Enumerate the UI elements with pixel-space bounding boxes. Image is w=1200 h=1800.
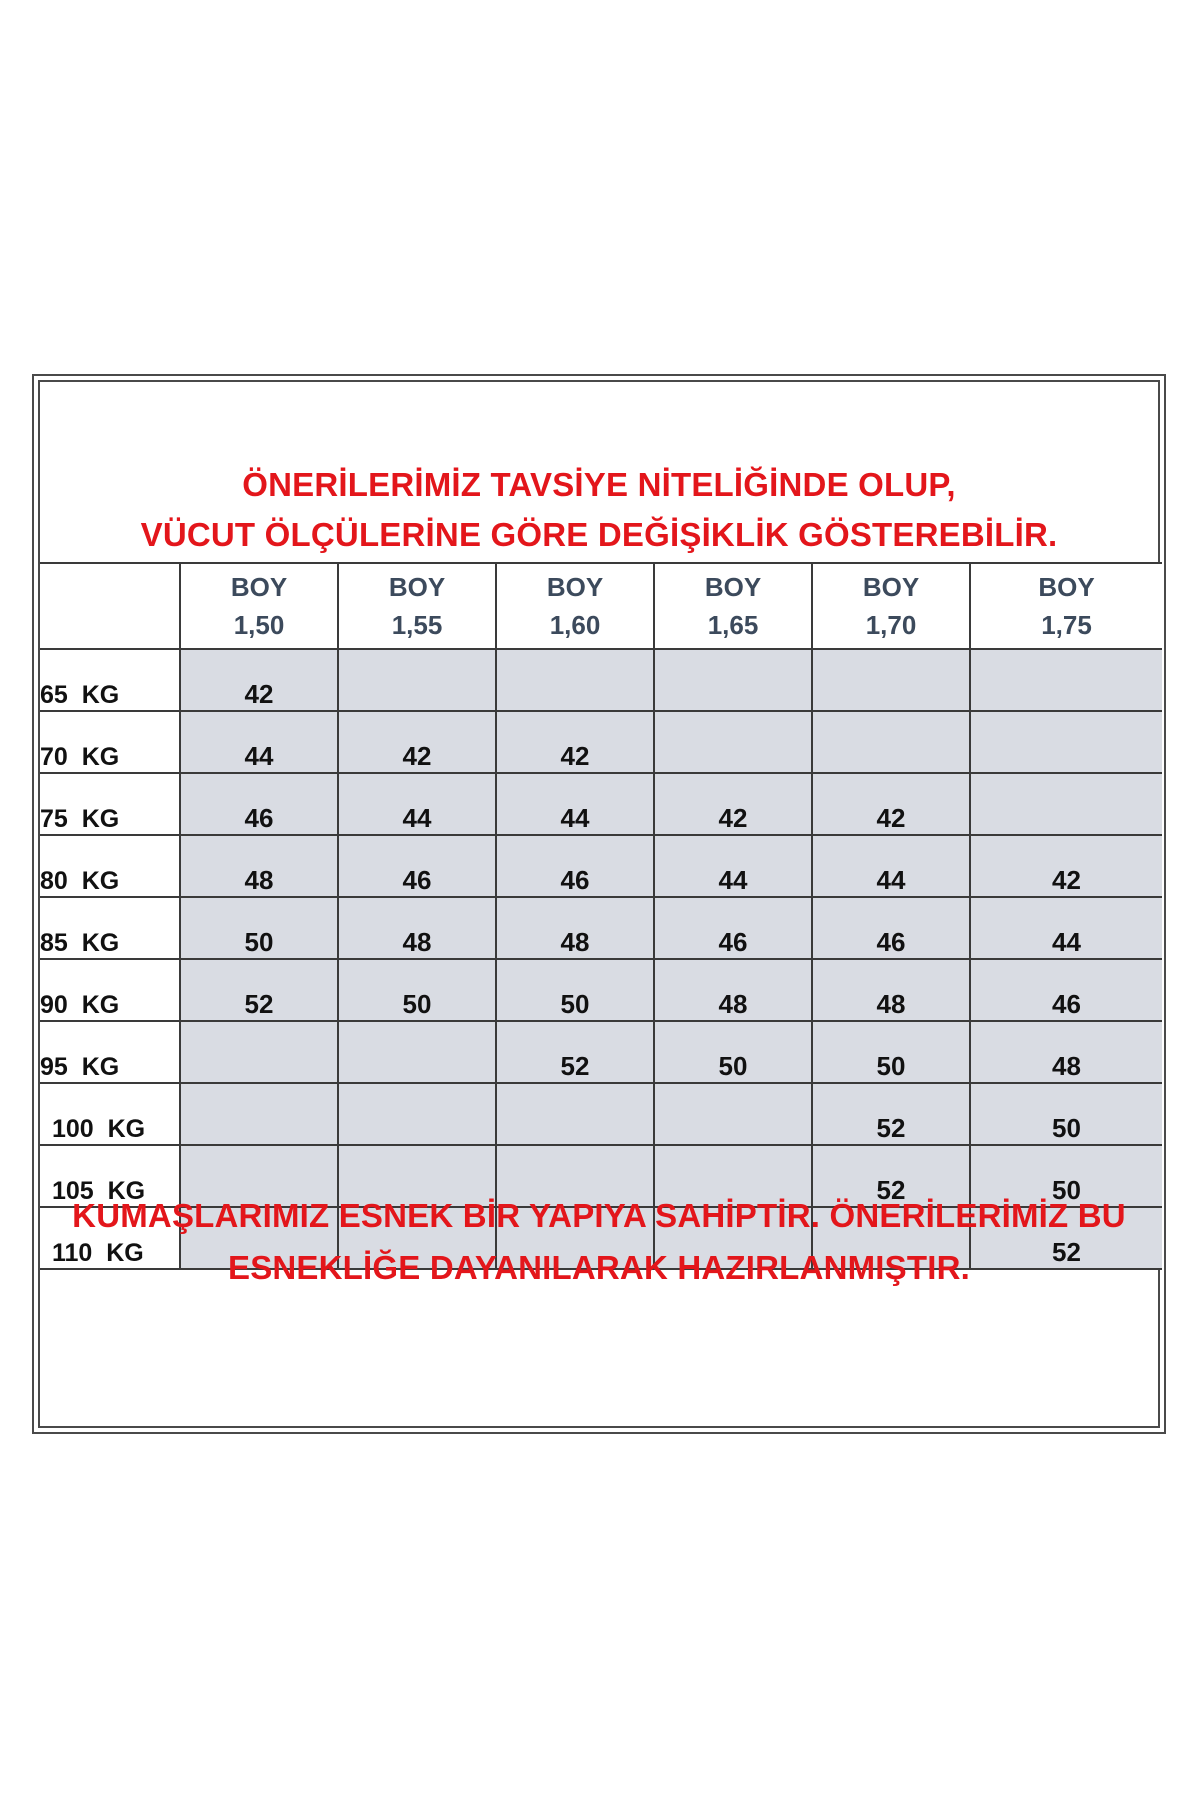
size-cell: 52 bbox=[496, 1021, 654, 1083]
table-row bbox=[40, 1021, 1162, 1083]
size-cell: 44 bbox=[970, 897, 1162, 959]
column-header-label: BOY bbox=[230, 572, 288, 602]
size-cell: 44 bbox=[338, 773, 496, 835]
table-row bbox=[40, 649, 1162, 711]
size-cell: 50 bbox=[970, 1145, 1162, 1207]
fabric-notice bbox=[40, 1190, 1158, 1294]
size-cell bbox=[970, 711, 1162, 773]
size-cell: 44 bbox=[812, 835, 970, 897]
column-header-value: 1,50 bbox=[233, 610, 285, 640]
weight-label: 70 KG bbox=[40, 711, 180, 773]
size-cell: 52 bbox=[970, 1207, 1162, 1269]
size-cell bbox=[654, 649, 812, 711]
table-row bbox=[40, 1083, 1162, 1145]
weight-label: 100 KG bbox=[40, 1083, 180, 1145]
height-column-header bbox=[338, 563, 496, 649]
size-chart-frame bbox=[32, 374, 1166, 1434]
height-column-header bbox=[496, 563, 654, 649]
table-header-row bbox=[40, 563, 1162, 649]
size-cell: 50 bbox=[812, 1021, 970, 1083]
column-header-value: 1,70 bbox=[865, 610, 917, 640]
size-cell bbox=[812, 649, 970, 711]
recommendation-notice-line-2: VÜCUT ÖLÇÜLERİNE GÖRE DEĞİŞİKLİK GÖSTEREBİLİR. bbox=[140, 516, 1058, 553]
table-row bbox=[40, 897, 1162, 959]
table-corner-cell bbox=[40, 563, 180, 649]
weight-label: 75 KG bbox=[40, 773, 180, 835]
height-column-header bbox=[812, 563, 970, 649]
fabric-notice-line-2: ESNEKLİĞE DAYANILARAK HAZIRLANMIŞTIR. bbox=[227, 1249, 970, 1286]
size-cell: 42 bbox=[812, 773, 970, 835]
size-cell: 50 bbox=[338, 959, 496, 1021]
column-header-value: 1,65 bbox=[707, 610, 759, 640]
size-cell: 44 bbox=[180, 711, 338, 773]
table-row bbox=[40, 773, 1162, 835]
column-header-value: 1,55 bbox=[391, 610, 443, 640]
size-cell: 46 bbox=[338, 835, 496, 897]
weight-label: 80 KG bbox=[40, 835, 180, 897]
size-cell: 42 bbox=[970, 835, 1162, 897]
column-header-label: BOY bbox=[704, 572, 762, 602]
size-cell: 48 bbox=[812, 959, 970, 1021]
size-cell: 42 bbox=[496, 711, 654, 773]
column-header-value: 1,60 bbox=[549, 610, 601, 640]
size-cell bbox=[496, 1083, 654, 1145]
size-cell bbox=[812, 711, 970, 773]
height-column-header bbox=[180, 563, 338, 649]
recommendation-notice bbox=[40, 460, 1158, 560]
size-cell: 52 bbox=[812, 1145, 970, 1207]
size-cell: 42 bbox=[180, 649, 338, 711]
table-row bbox=[40, 835, 1162, 897]
size-cell: 52 bbox=[812, 1083, 970, 1145]
size-cell bbox=[180, 1021, 338, 1083]
size-chart-inner-frame bbox=[38, 380, 1160, 1428]
weight-label: 85 KG bbox=[40, 897, 180, 959]
size-cell: 50 bbox=[180, 897, 338, 959]
height-column-header bbox=[970, 563, 1162, 649]
table-row bbox=[40, 959, 1162, 1021]
weight-label: 110 KG bbox=[40, 1207, 180, 1269]
size-cell: 48 bbox=[970, 1021, 1162, 1083]
weight-label: 65 KG bbox=[40, 649, 180, 711]
size-cell: 50 bbox=[654, 1021, 812, 1083]
size-cell: 48 bbox=[338, 897, 496, 959]
size-cell bbox=[970, 649, 1162, 711]
size-cell: 52 bbox=[180, 959, 338, 1021]
column-header-label: BOY bbox=[1038, 572, 1095, 602]
weight-label: 90 KG bbox=[40, 959, 180, 1021]
size-cell bbox=[496, 649, 654, 711]
weight-label: 105 KG bbox=[40, 1145, 180, 1207]
table-row bbox=[40, 711, 1162, 773]
size-cell: 50 bbox=[970, 1083, 1162, 1145]
size-cell: 50 bbox=[496, 959, 654, 1021]
size-cell: 46 bbox=[970, 959, 1162, 1021]
column-header-label: BOY bbox=[546, 572, 604, 602]
size-cell: 46 bbox=[654, 897, 812, 959]
size-cell: 48 bbox=[654, 959, 812, 1021]
size-cell: 46 bbox=[496, 835, 654, 897]
column-header-label: BOY bbox=[388, 572, 446, 602]
size-cell: 48 bbox=[496, 897, 654, 959]
size-cell: 44 bbox=[654, 835, 812, 897]
size-cell bbox=[338, 1021, 496, 1083]
size-table bbox=[40, 562, 1162, 1270]
size-cell bbox=[338, 649, 496, 711]
recommendation-notice-line-1: ÖNERİLERİMİZ TAVSİYE NİTELİĞİNDE OLUP, bbox=[242, 466, 956, 503]
size-cell: 48 bbox=[180, 835, 338, 897]
column-header-label: BOY bbox=[862, 572, 920, 602]
size-cell bbox=[180, 1083, 338, 1145]
size-cell bbox=[654, 1083, 812, 1145]
size-cell bbox=[654, 711, 812, 773]
size-cell bbox=[970, 773, 1162, 835]
column-header-value: 1,75 bbox=[1041, 610, 1092, 640]
size-cell: 42 bbox=[654, 773, 812, 835]
height-column-header bbox=[654, 563, 812, 649]
size-cell: 46 bbox=[812, 897, 970, 959]
size-cell: 42 bbox=[338, 711, 496, 773]
size-cell: 44 bbox=[496, 773, 654, 835]
size-cell: 46 bbox=[180, 773, 338, 835]
weight-label: 95 KG bbox=[40, 1021, 180, 1083]
size-cell bbox=[338, 1083, 496, 1145]
fabric-notice-line-1: KUMAŞLARIMIZ ESNEK BİR YAPIYA SAHİPTİR. ÖNERİLERİMİZ BU bbox=[72, 1197, 1126, 1234]
